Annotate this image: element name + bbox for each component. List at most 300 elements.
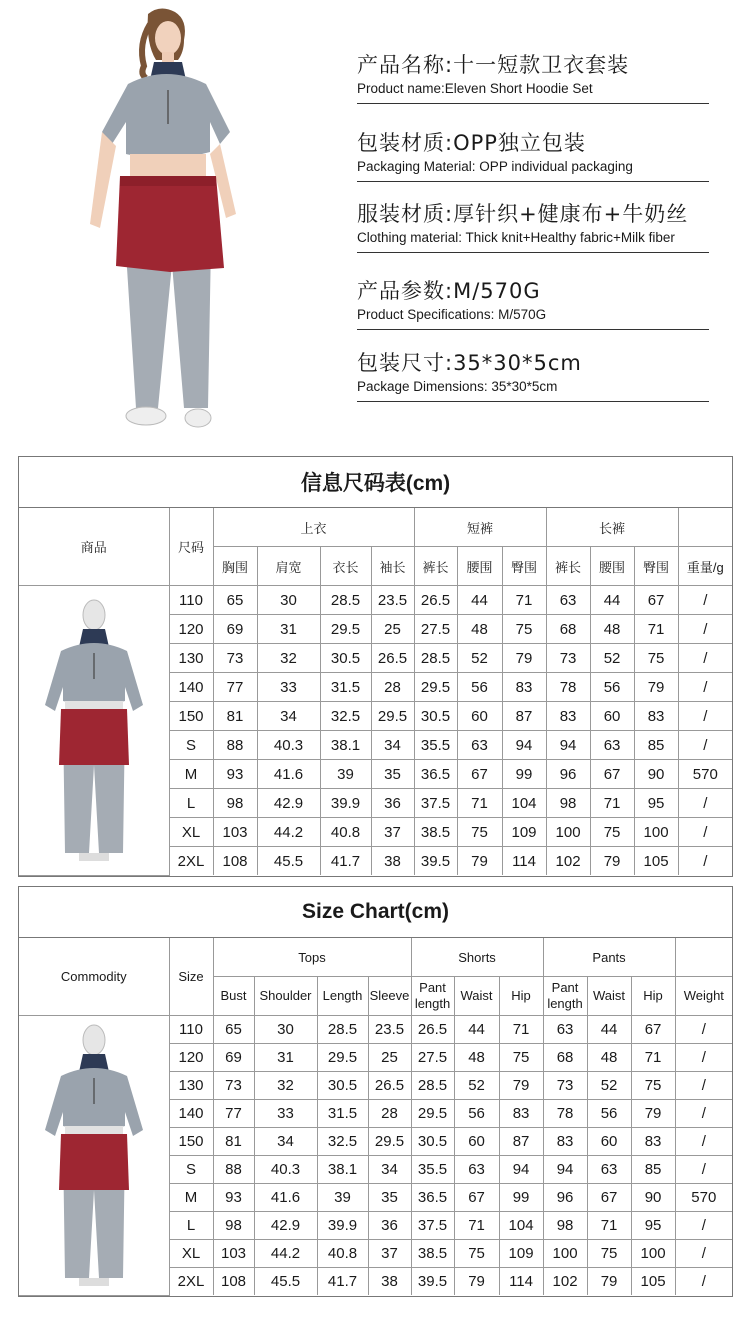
- measure-cell: 44.2: [257, 818, 320, 847]
- col-pants-length: Pant length: [543, 977, 587, 1016]
- measure-cell: 85: [634, 731, 678, 760]
- col-pants-waist: Waist: [587, 977, 631, 1016]
- size-cell: 130: [169, 644, 213, 673]
- header-size: Size: [169, 938, 213, 1016]
- col-shoulder: 肩宽: [257, 547, 320, 586]
- measure-cell: 65: [213, 1016, 254, 1044]
- spec-package-dimensions: [357, 350, 709, 402]
- col-length: Length: [317, 977, 368, 1016]
- measure-cell: 75: [631, 1072, 675, 1100]
- measure-cell: 41.6: [254, 1184, 317, 1212]
- measure-cell: 71: [631, 1044, 675, 1072]
- measure-cell: 39: [317, 1184, 368, 1212]
- size-cell: L: [169, 1212, 213, 1240]
- measure-cell: 71: [634, 615, 678, 644]
- measure-cell: 63: [454, 1156, 499, 1184]
- measure-cell: 44.2: [254, 1240, 317, 1268]
- measure-cell: 38: [368, 1268, 411, 1296]
- measure-cell: 79: [590, 847, 634, 876]
- measure-cell: /: [675, 1212, 732, 1240]
- measure-cell: 30.5: [320, 644, 371, 673]
- measure-cell: 73: [213, 644, 257, 673]
- measure-cell: 75: [634, 644, 678, 673]
- measure-cell: 99: [502, 760, 546, 789]
- spec-cn: 产品参数:M/570G: [357, 279, 541, 303]
- col-bust: Bust: [213, 977, 254, 1016]
- measure-cell: 109: [502, 818, 546, 847]
- measure-cell: 26.5: [411, 1016, 454, 1044]
- measure-cell: 25: [368, 1044, 411, 1072]
- measure-cell: 28.5: [317, 1016, 368, 1044]
- measure-cell: 73: [543, 1072, 587, 1100]
- measure-cell: 103: [213, 1240, 254, 1268]
- measure-cell: /: [678, 702, 732, 731]
- measure-cell: 26.5: [368, 1072, 411, 1100]
- size-cell: 110: [169, 586, 213, 615]
- measure-cell: 104: [499, 1212, 543, 1240]
- measure-cell: 28.5: [414, 644, 457, 673]
- measure-cell: 100: [546, 818, 590, 847]
- col-shoulder: Shoulder: [254, 977, 317, 1016]
- col-length: 衣长: [320, 547, 371, 586]
- col-shorts-hip: 臀围: [502, 547, 546, 586]
- measure-cell: 23.5: [368, 1016, 411, 1044]
- measure-cell: /: [678, 615, 732, 644]
- size-cell: 140: [169, 1100, 213, 1128]
- measure-cell: 45.5: [257, 847, 320, 876]
- measure-cell: 27.5: [414, 615, 457, 644]
- measure-cell: 67: [457, 760, 502, 789]
- size-cell: 150: [169, 1128, 213, 1156]
- size-chart-cn-title: 信息尺码表(cm): [19, 457, 732, 508]
- measure-cell: /: [678, 673, 732, 702]
- measure-cell: 30: [257, 586, 320, 615]
- measure-cell: 52: [590, 644, 634, 673]
- header-group-pants: 长裤: [546, 508, 678, 547]
- measure-cell: 41.6: [257, 760, 320, 789]
- measure-cell: /: [678, 586, 732, 615]
- measure-cell: 52: [454, 1072, 499, 1100]
- measure-cell: 23.5: [371, 586, 414, 615]
- measure-cell: 100: [634, 818, 678, 847]
- measure-cell: 34: [371, 731, 414, 760]
- measure-cell: 38.1: [320, 731, 371, 760]
- measure-cell: 56: [454, 1100, 499, 1128]
- measure-cell: /: [675, 1016, 732, 1044]
- measure-cell: /: [678, 789, 732, 818]
- size-cell: 150: [169, 702, 213, 731]
- measure-cell: /: [678, 818, 732, 847]
- measure-cell: 83: [546, 702, 590, 731]
- measure-cell: 98: [543, 1212, 587, 1240]
- measure-cell: 28: [371, 673, 414, 702]
- measure-cell: 83: [543, 1128, 587, 1156]
- measure-cell: 570: [678, 760, 732, 789]
- size-rows-en: [19, 1016, 732, 1296]
- measure-cell: 94: [499, 1156, 543, 1184]
- measure-cell: 60: [587, 1128, 631, 1156]
- measure-cell: /: [675, 1156, 732, 1184]
- measure-cell: 40.3: [257, 731, 320, 760]
- measure-cell: /: [678, 731, 732, 760]
- col-pants-hip: 臀围: [634, 547, 678, 586]
- measure-cell: /: [675, 1268, 732, 1296]
- measure-cell: 32.5: [317, 1128, 368, 1156]
- measure-cell: 35: [371, 760, 414, 789]
- measure-cell: 103: [213, 818, 257, 847]
- measure-cell: 67: [631, 1016, 675, 1044]
- header-size: 尺码: [169, 508, 213, 586]
- header-group-tops: Tops: [213, 938, 411, 977]
- measure-cell: /: [675, 1100, 732, 1128]
- measure-cell: 39: [320, 760, 371, 789]
- header-empty: [675, 938, 732, 977]
- measure-cell: 75: [499, 1044, 543, 1072]
- measure-cell: /: [675, 1072, 732, 1100]
- measure-cell: 63: [587, 1156, 631, 1184]
- measure-cell: 32: [254, 1072, 317, 1100]
- measure-cell: 79: [587, 1268, 631, 1296]
- measure-cell: 37.5: [411, 1212, 454, 1240]
- measure-cell: 35: [368, 1184, 411, 1212]
- measure-cell: 94: [502, 731, 546, 760]
- measure-cell: 78: [546, 673, 590, 702]
- product-hero: [0, 0, 750, 448]
- measure-cell: 93: [213, 1184, 254, 1212]
- measure-cell: 30.5: [414, 702, 457, 731]
- measure-cell: 71: [587, 1212, 631, 1240]
- measure-cell: 29.5: [317, 1044, 368, 1072]
- measure-cell: 60: [457, 702, 502, 731]
- measure-cell: 38.1: [317, 1156, 368, 1184]
- measure-cell: 36: [371, 789, 414, 818]
- header-group-shorts: 短裤: [414, 508, 546, 547]
- measure-cell: 56: [457, 673, 502, 702]
- spec-en: Product name:Eleven Short Hoodie Set: [357, 81, 593, 96]
- measure-cell: 35.5: [414, 731, 457, 760]
- header-empty: [678, 508, 732, 547]
- measure-cell: 63: [546, 586, 590, 615]
- size-cell: 2XL: [169, 1268, 213, 1296]
- size-cell: 120: [169, 615, 213, 644]
- measure-cell: 48: [590, 615, 634, 644]
- size-cell: S: [169, 1156, 213, 1184]
- measure-cell: 26.5: [371, 644, 414, 673]
- measure-cell: 87: [499, 1128, 543, 1156]
- col-bust: 胸围: [213, 547, 257, 586]
- size-cell: 140: [169, 673, 213, 702]
- size-row: [19, 1016, 732, 1044]
- spec-cn: 包装材质:OPP独立包装: [357, 131, 586, 155]
- measure-cell: 88: [213, 1156, 254, 1184]
- measure-cell: 73: [213, 1072, 254, 1100]
- header-group-shorts: Shorts: [411, 938, 543, 977]
- size-cell: XL: [169, 818, 213, 847]
- measure-cell: 48: [587, 1044, 631, 1072]
- spec-cn: 包装尺寸:35*30*5cm: [357, 351, 582, 375]
- header-group-tops: 上衣: [213, 508, 414, 547]
- measure-cell: /: [678, 847, 732, 876]
- measure-cell: 96: [543, 1184, 587, 1212]
- measure-cell: /: [678, 644, 732, 673]
- size-cell: L: [169, 789, 213, 818]
- measure-cell: 42.9: [257, 789, 320, 818]
- measure-cell: 81: [213, 702, 257, 731]
- measure-cell: 93: [213, 760, 257, 789]
- measure-cell: 69: [213, 1044, 254, 1072]
- measure-cell: 68: [546, 615, 590, 644]
- measure-cell: 37: [371, 818, 414, 847]
- measure-cell: 44: [457, 586, 502, 615]
- spec-cn: 产品名称:十一短款卫衣套装: [357, 53, 630, 77]
- measure-cell: 98: [213, 789, 257, 818]
- measure-cell: 32: [257, 644, 320, 673]
- measure-cell: 39.9: [317, 1212, 368, 1240]
- measure-cell: 26.5: [414, 586, 457, 615]
- measure-cell: 71: [590, 789, 634, 818]
- size-table-en: [19, 938, 732, 1296]
- measure-cell: 28.5: [320, 586, 371, 615]
- measure-cell: 67: [587, 1184, 631, 1212]
- measure-cell: 44: [590, 586, 634, 615]
- measure-cell: 114: [502, 847, 546, 876]
- measure-cell: 63: [457, 731, 502, 760]
- measure-cell: 31: [254, 1044, 317, 1072]
- measure-cell: 83: [499, 1100, 543, 1128]
- measure-cell: 570: [675, 1184, 732, 1212]
- size-chart-cn: [18, 456, 733, 877]
- measure-cell: 29.5: [368, 1128, 411, 1156]
- measure-cell: 31.5: [320, 673, 371, 702]
- measure-cell: 67: [634, 586, 678, 615]
- measure-cell: 104: [502, 789, 546, 818]
- measure-cell: 83: [502, 673, 546, 702]
- header-commodity: Commodity: [19, 938, 169, 1016]
- spec-product-name: [357, 52, 709, 104]
- measure-cell: 71: [502, 586, 546, 615]
- measure-cell: 79: [454, 1268, 499, 1296]
- spec-en: Product Specifications: M/570G: [357, 307, 547, 322]
- measure-cell: 45.5: [254, 1268, 317, 1296]
- measure-cell: 29.5: [320, 615, 371, 644]
- col-weight: Weight: [675, 977, 732, 1016]
- measure-cell: 39.5: [414, 847, 457, 876]
- measure-cell: 96: [546, 760, 590, 789]
- measure-cell: 44: [587, 1016, 631, 1044]
- measure-cell: 79: [457, 847, 502, 876]
- measure-cell: 75: [502, 615, 546, 644]
- measure-cell: 98: [546, 789, 590, 818]
- measure-cell: 75: [457, 818, 502, 847]
- measure-cell: 69: [213, 615, 257, 644]
- spec-en: Packaging Material: OPP individual packaging: [357, 159, 633, 174]
- measure-cell: 100: [543, 1240, 587, 1268]
- header-group-pants: Pants: [543, 938, 675, 977]
- measure-cell: 88: [213, 731, 257, 760]
- measure-cell: 25: [371, 615, 414, 644]
- measure-cell: 40.8: [320, 818, 371, 847]
- measure-cell: 27.5: [411, 1044, 454, 1072]
- measure-cell: 98: [213, 1212, 254, 1240]
- measure-cell: 102: [543, 1268, 587, 1296]
- measure-cell: 35.5: [411, 1156, 454, 1184]
- spec-en: Package Dimensions: 35*30*5cm: [357, 379, 558, 394]
- measure-cell: /: [675, 1240, 732, 1268]
- measure-cell: 94: [543, 1156, 587, 1184]
- measure-cell: 87: [502, 702, 546, 731]
- measure-cell: 48: [457, 615, 502, 644]
- measure-cell: 95: [634, 789, 678, 818]
- measure-cell: 60: [590, 702, 634, 731]
- measure-cell: 30: [254, 1016, 317, 1044]
- measure-cell: 71: [454, 1212, 499, 1240]
- commodity-image-cell: [19, 586, 169, 876]
- col-shorts-length: 裤长: [414, 547, 457, 586]
- col-shorts-waist: 腰围: [457, 547, 502, 586]
- measure-cell: 60: [454, 1128, 499, 1156]
- measure-cell: 114: [499, 1268, 543, 1296]
- measure-cell: 105: [631, 1268, 675, 1296]
- size-cell: 120: [169, 1044, 213, 1072]
- size-row: [19, 586, 732, 615]
- col-weight: 重量/g: [678, 547, 732, 586]
- header-commodity: 商品: [19, 508, 169, 586]
- measure-cell: 95: [631, 1212, 675, 1240]
- measure-cell: 41.7: [317, 1268, 368, 1296]
- measure-cell: 75: [590, 818, 634, 847]
- size-table-cn: [19, 508, 732, 876]
- measure-cell: /: [675, 1128, 732, 1156]
- measure-cell: 83: [634, 702, 678, 731]
- measure-cell: 36: [368, 1212, 411, 1240]
- size-cell: 110: [169, 1016, 213, 1044]
- measure-cell: 30.5: [317, 1072, 368, 1100]
- measure-cell: 77: [213, 673, 257, 702]
- measure-cell: 34: [257, 702, 320, 731]
- col-pants-length: 裤长: [546, 547, 590, 586]
- spec-packaging-material: [357, 130, 709, 182]
- measure-cell: 29.5: [371, 702, 414, 731]
- measure-cell: 32.5: [320, 702, 371, 731]
- measure-cell: 102: [546, 847, 590, 876]
- mannequin-image: [39, 595, 149, 865]
- measure-cell: 33: [254, 1100, 317, 1128]
- measure-cell: 41.7: [320, 847, 371, 876]
- col-shorts-hip: Hip: [499, 977, 543, 1016]
- measure-cell: 75: [587, 1240, 631, 1268]
- measure-cell: 63: [543, 1016, 587, 1044]
- col-pants-hip: Hip: [631, 977, 675, 1016]
- measure-cell: 79: [631, 1100, 675, 1128]
- measure-cell: /: [675, 1044, 732, 1072]
- measure-cell: 56: [590, 673, 634, 702]
- measure-cell: 77: [213, 1100, 254, 1128]
- measure-cell: 100: [631, 1240, 675, 1268]
- measure-cell: 52: [587, 1072, 631, 1100]
- measure-cell: 29.5: [414, 673, 457, 702]
- size-cell: S: [169, 731, 213, 760]
- measure-cell: 37.5: [414, 789, 457, 818]
- measure-cell: 29.5: [411, 1100, 454, 1128]
- measure-cell: 42.9: [254, 1212, 317, 1240]
- measure-cell: 65: [213, 586, 257, 615]
- col-sleeve: 袖长: [371, 547, 414, 586]
- measure-cell: 83: [631, 1128, 675, 1156]
- measure-cell: 71: [457, 789, 502, 818]
- measure-cell: 85: [631, 1156, 675, 1184]
- measure-cell: 44: [454, 1016, 499, 1044]
- spec-cn: 服装材质:厚针织+健康布+牛奶丝: [357, 202, 689, 226]
- measure-cell: 36.5: [411, 1184, 454, 1212]
- measure-cell: 31.5: [317, 1100, 368, 1128]
- mannequin-image: [39, 1020, 149, 1290]
- measure-cell: 36.5: [414, 760, 457, 789]
- col-pants-waist: 腰围: [590, 547, 634, 586]
- measure-cell: 79: [502, 644, 546, 673]
- measure-cell: 109: [499, 1240, 543, 1268]
- measure-cell: 108: [213, 847, 257, 876]
- measure-cell: 38.5: [411, 1240, 454, 1268]
- spec-en: Clothing material: Thick knit+Healthy fabric+Milk fiber: [357, 230, 675, 245]
- measure-cell: 38: [371, 847, 414, 876]
- measure-cell: 79: [499, 1072, 543, 1100]
- size-rows-cn: [19, 586, 732, 876]
- size-cell: M: [169, 1184, 213, 1212]
- measure-cell: 39.5: [411, 1268, 454, 1296]
- measure-cell: 75: [454, 1240, 499, 1268]
- measure-cell: 79: [634, 673, 678, 702]
- measure-cell: 40.3: [254, 1156, 317, 1184]
- measure-cell: 81: [213, 1128, 254, 1156]
- commodity-image-cell: [19, 1016, 169, 1296]
- measure-cell: 71: [499, 1016, 543, 1044]
- size-cell: 130: [169, 1072, 213, 1100]
- measure-cell: 78: [543, 1100, 587, 1128]
- measure-cell: 28: [368, 1100, 411, 1128]
- col-shorts-waist: Waist: [454, 977, 499, 1016]
- measure-cell: 39.9: [320, 789, 371, 818]
- col-shorts-length: Pant length: [411, 977, 454, 1016]
- size-chart-en-title: Size Chart(cm): [19, 887, 732, 938]
- size-cell: M: [169, 760, 213, 789]
- measure-cell: 34: [254, 1128, 317, 1156]
- col-sleeve: Sleeve: [368, 977, 411, 1016]
- measure-cell: 67: [590, 760, 634, 789]
- model-photo: [60, 4, 260, 444]
- measure-cell: 38.5: [414, 818, 457, 847]
- measure-cell: 67: [454, 1184, 499, 1212]
- measure-cell: 56: [587, 1100, 631, 1128]
- measure-cell: 34: [368, 1156, 411, 1184]
- measure-cell: 30.5: [411, 1128, 454, 1156]
- measure-cell: 90: [631, 1184, 675, 1212]
- spec-product-specifications: [357, 278, 709, 330]
- measure-cell: 99: [499, 1184, 543, 1212]
- measure-cell: 48: [454, 1044, 499, 1072]
- measure-cell: 90: [634, 760, 678, 789]
- spec-clothing-material: [357, 201, 709, 253]
- size-cell: 2XL: [169, 847, 213, 876]
- measure-cell: 108: [213, 1268, 254, 1296]
- measure-cell: 105: [634, 847, 678, 876]
- size-chart-en: [18, 886, 733, 1297]
- measure-cell: 33: [257, 673, 320, 702]
- measure-cell: 40.8: [317, 1240, 368, 1268]
- size-cell: XL: [169, 1240, 213, 1268]
- measure-cell: 68: [543, 1044, 587, 1072]
- measure-cell: 31: [257, 615, 320, 644]
- measure-cell: 94: [546, 731, 590, 760]
